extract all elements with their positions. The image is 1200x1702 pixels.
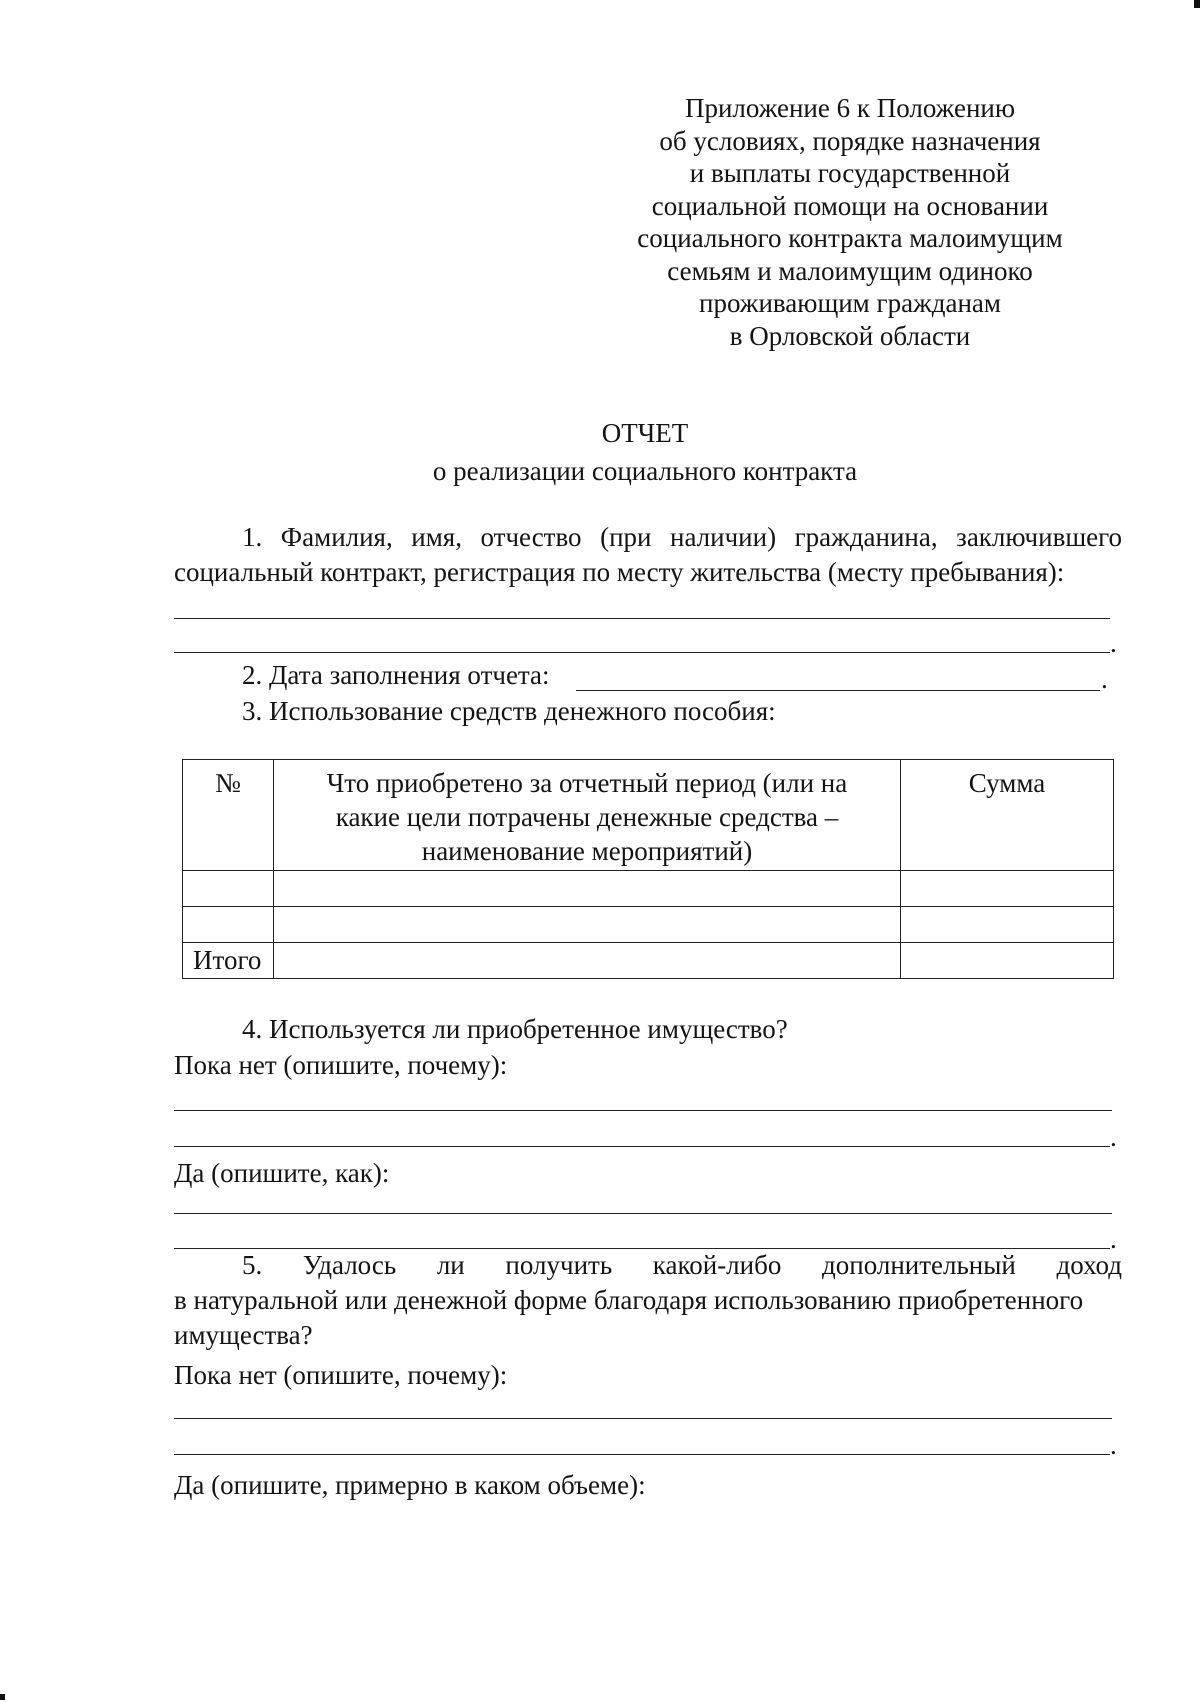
annex-line: и выплаты государственной <box>689 158 1011 188</box>
scan-mark <box>1194 0 1200 8</box>
item5-question <box>174 1248 1122 1353</box>
annex-line: социального контракта малоимущим <box>637 223 1063 253</box>
item4-no-label: Пока нет (опишите, почему): <box>174 1050 508 1080</box>
fill-line[interactable] <box>174 1213 1112 1214</box>
fill-line[interactable] <box>174 618 1110 619</box>
annex-line: социальной помощи на основании <box>651 190 1049 221</box>
table-cell[interactable] <box>274 943 901 979</box>
period-mark: . <box>1110 1122 1117 1152</box>
table-cell[interactable] <box>901 907 1114 943</box>
item5-no-label: Пока нет (опишите, почему): <box>174 1360 508 1390</box>
expenses-table <box>182 759 1114 979</box>
annex-line: Приложение 6 к Положению <box>684 93 1016 123</box>
fill-line[interactable] <box>174 1418 1112 1419</box>
date-fill-line[interactable] <box>576 690 1100 691</box>
annex-line: семьям и малоимущим одиноко <box>667 255 1033 286</box>
annex-line: об условиях, порядке назначения <box>659 125 1041 156</box>
table-cell[interactable] <box>183 871 274 907</box>
total-label: Итого <box>183 943 274 979</box>
item4-question: 4. Используется ли приобретенное имущество? <box>242 1014 788 1044</box>
document-subtitle: о реализации социального контракта <box>432 456 858 486</box>
item5-question-rest: в натуральной или денежной форме благодаря использованию приобретенного имущества? <box>174 1285 1084 1350</box>
table-cell[interactable] <box>274 907 901 943</box>
period-mark: . <box>1110 1224 1117 1254</box>
annex-header <box>600 92 1100 352</box>
table-header-row <box>183 760 1114 871</box>
scan-mark <box>0 1694 5 1700</box>
header-number: № <box>183 760 274 871</box>
item5-yes-label: Да (опишите, примерно в каком объеме): <box>174 1470 646 1500</box>
document-title: ОТЧЕТ <box>601 418 689 448</box>
period-mark: . <box>1110 1430 1117 1460</box>
fill-line[interactable] <box>174 1454 1110 1455</box>
table-cell[interactable] <box>183 907 274 943</box>
fill-line[interactable] <box>174 652 1110 653</box>
table-cell[interactable] <box>901 871 1114 907</box>
header-sum: Сумма <box>901 760 1114 871</box>
annex-line: проживающим гражданам <box>699 288 1001 318</box>
total-sum-cell[interactable] <box>901 943 1114 979</box>
item4-yes-label: Да (опишите, как): <box>174 1158 390 1188</box>
item1-text: 1. Фамилия, имя, отчество (при наличии) гражданина, заключившего социальный контракт, регистрация по месту жительства (месту пребывания): <box>174 522 1122 587</box>
period-mark: . <box>1101 664 1108 694</box>
table-row <box>183 907 1114 943</box>
table-total-row <box>183 943 1114 979</box>
fill-line[interactable] <box>174 1146 1110 1147</box>
annex-line: в Орловской области <box>729 320 971 351</box>
header-what: Что приобретено за отчетный период (или на какие цели потрачены денежные средства – наименование мероприятий) <box>274 760 901 871</box>
table-row <box>183 871 1114 907</box>
item3-label: 3. Использование средств денежного пособия: <box>242 696 776 726</box>
item2-label: 2. Дата заполнения отчета: <box>242 660 550 690</box>
period-mark: . <box>1110 628 1117 658</box>
item5-question-line1: 5. Удалось ли получить какой-либо дополнительный доход <box>242 1250 1122 1280</box>
table-cell[interactable] <box>274 871 901 907</box>
fill-line[interactable] <box>174 1110 1112 1111</box>
